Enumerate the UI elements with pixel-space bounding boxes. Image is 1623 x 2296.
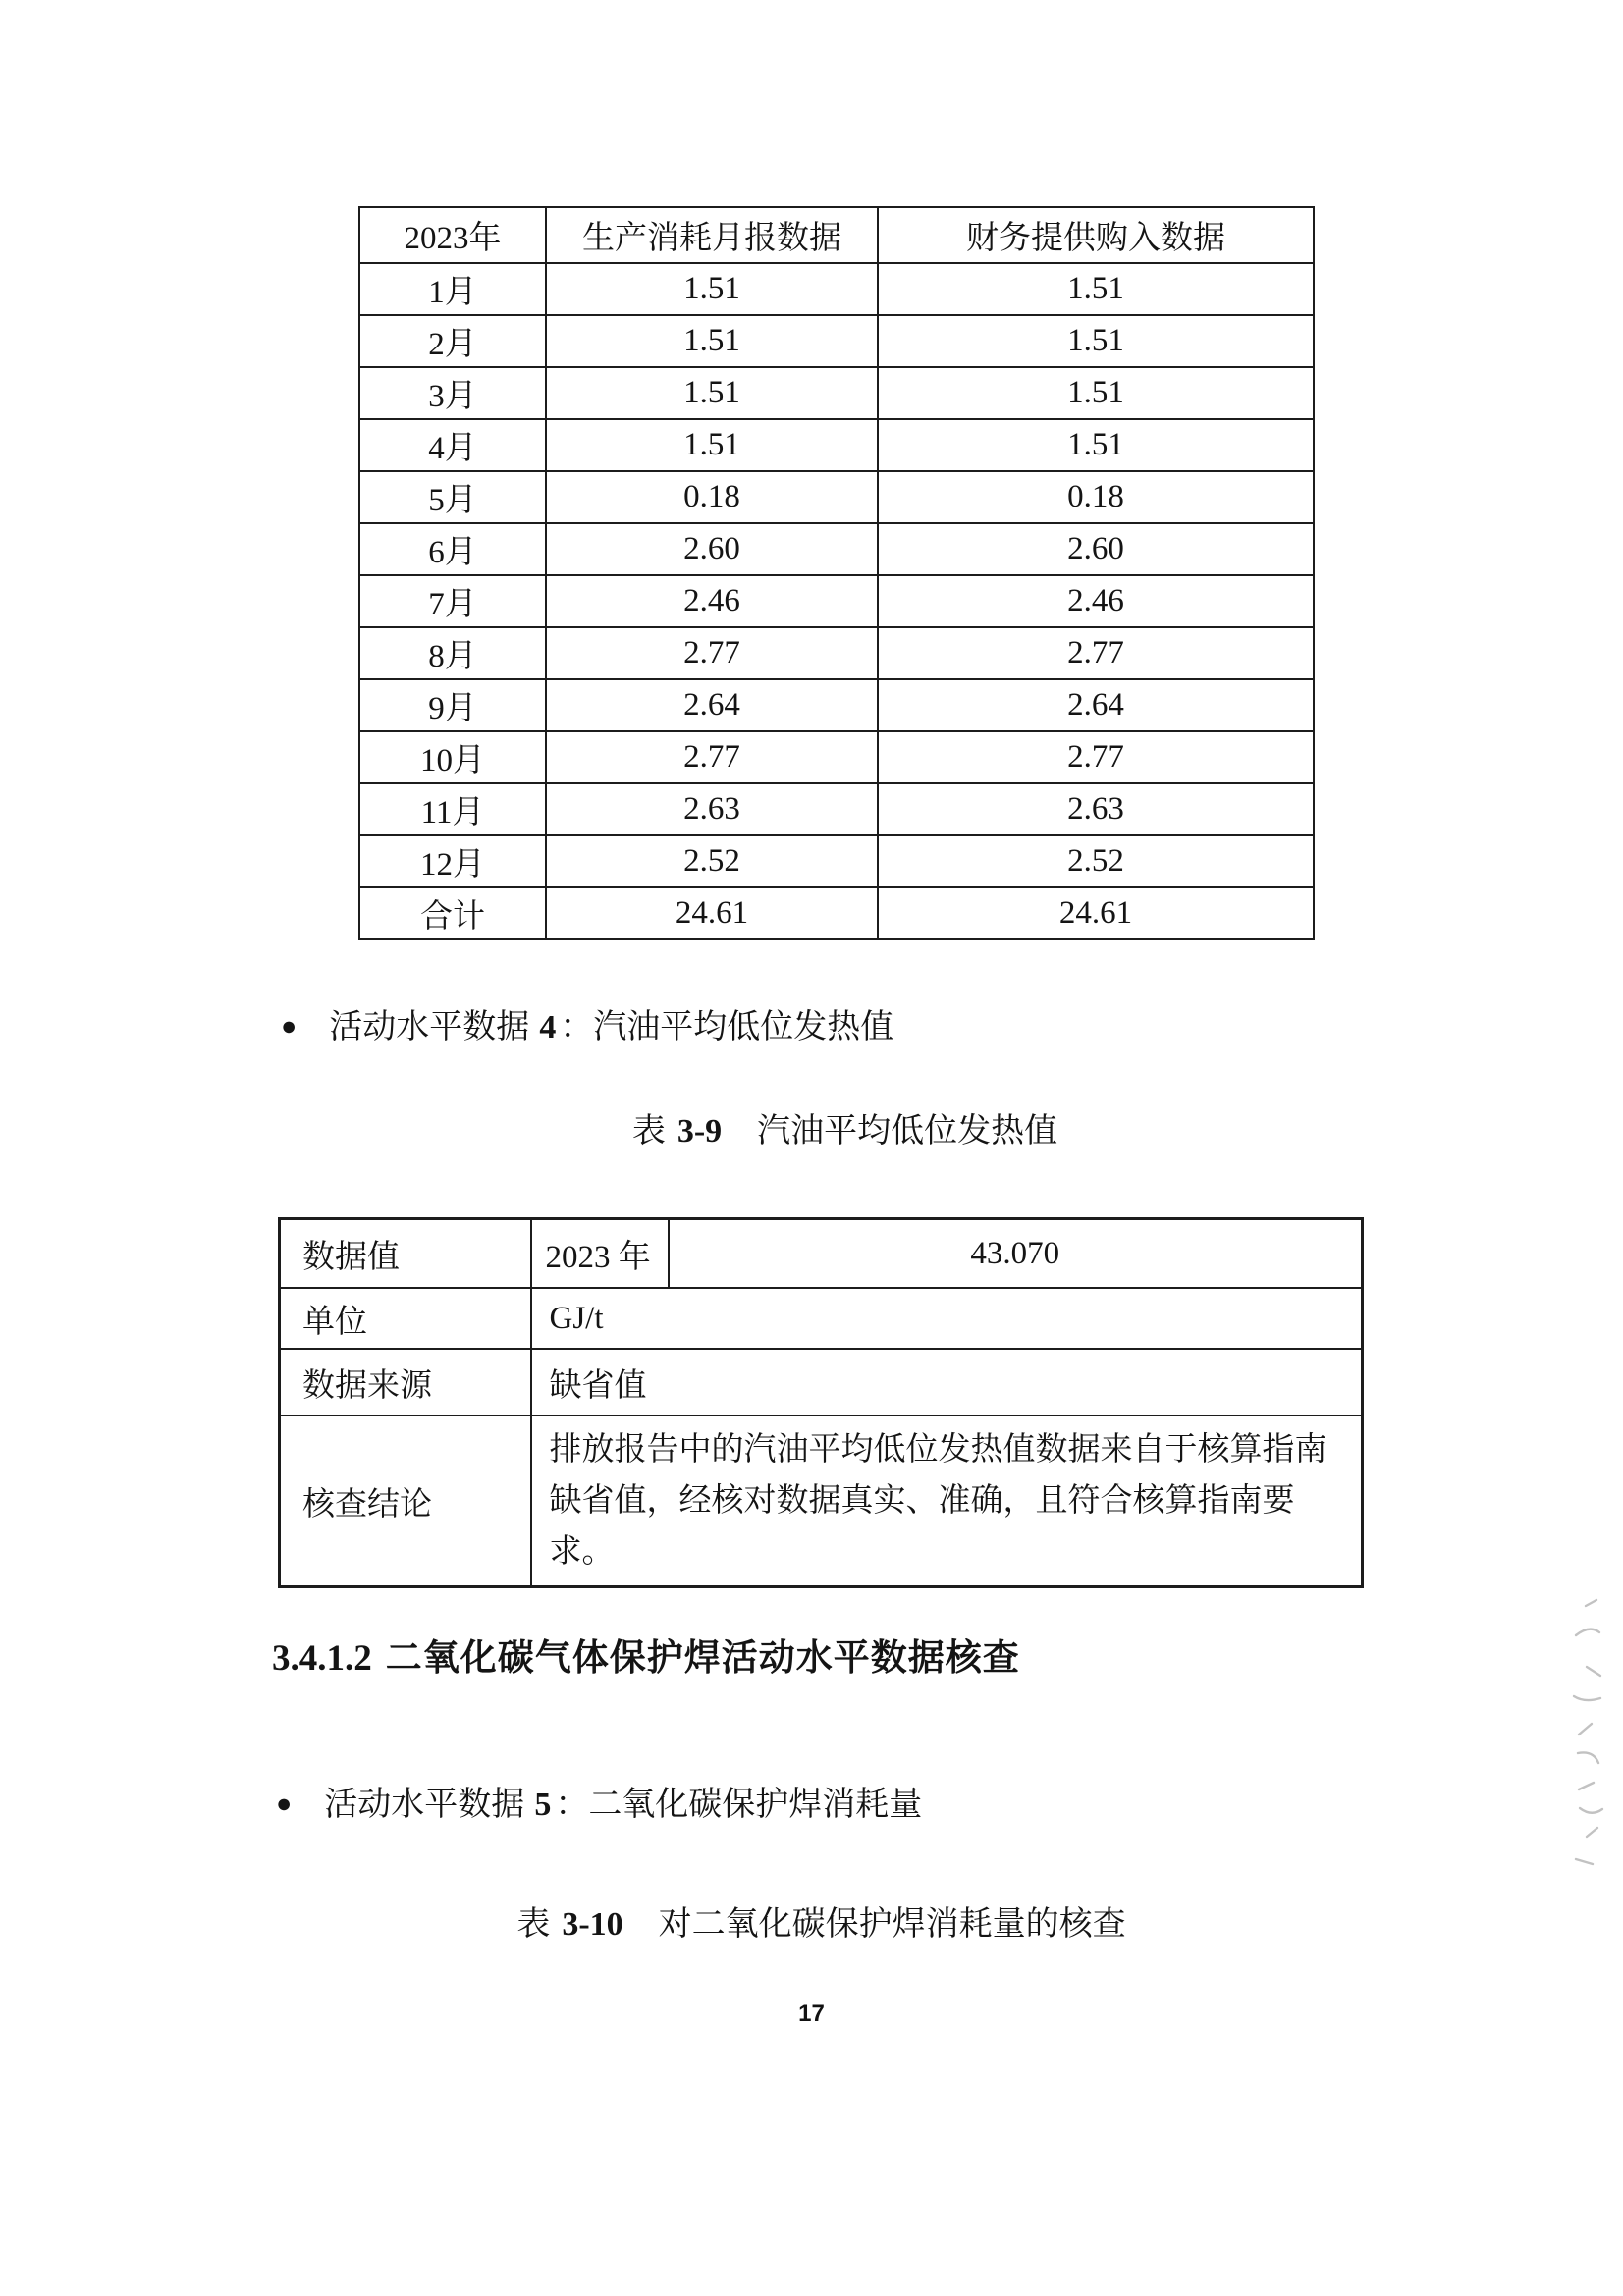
row-label: 单位 [280, 1288, 531, 1349]
table-cell: 2.64 [546, 679, 878, 731]
table-cell: 7月 [359, 575, 546, 627]
production-report-column-header: 生产消耗月报数据 [546, 207, 878, 263]
table-cell: 2.52 [878, 835, 1314, 887]
bullet-icon: ● [281, 1011, 298, 1041]
section-heading [272, 1628, 1020, 1681]
table-cell: 1月 [359, 263, 546, 315]
monthly-table-body [359, 263, 1314, 939]
value-cell: GJ/t [531, 1288, 1363, 1349]
year-cell: 2023 年 [531, 1219, 669, 1289]
faint-ink-marks-icon [1556, 1598, 1615, 1883]
table-cell: 1.51 [546, 263, 878, 315]
table-cell: 5月 [359, 471, 546, 523]
bullet1-label: 活动水平数据 4 ：汽油平均低位发热值 [329, 1009, 894, 1045]
bullet-icon: ● [276, 1789, 293, 1818]
table-cell: 0.18 [546, 471, 878, 523]
table-3-10-caption [0, 1896, 1623, 1945]
table-cell: 2.64 [878, 679, 1314, 731]
table-cell: 合计 [359, 887, 546, 939]
table-row [359, 315, 1314, 367]
table-cell: 2.52 [546, 835, 878, 887]
table-cell: 3月 [359, 367, 546, 419]
table-cell: 6月 [359, 523, 546, 575]
table-row [359, 679, 1314, 731]
table-row [359, 835, 1314, 887]
table-cell: 1.51 [878, 315, 1314, 367]
table-cell: 9月 [359, 679, 546, 731]
table-row [359, 263, 1314, 315]
table-cell: 2.77 [546, 731, 878, 783]
table-row [359, 627, 1314, 679]
monthly-consumption-table [358, 206, 1315, 940]
table-header-row [359, 207, 1314, 263]
table-row [280, 1288, 1363, 1349]
section-number: 3.4.1.2 [272, 1638, 372, 1679]
table-cell: 1.51 [546, 419, 878, 471]
table-cell: 0.18 [878, 471, 1314, 523]
table-cell: 2.77 [878, 731, 1314, 783]
heating-value-table [278, 1217, 1364, 1588]
value-cell: 43.070 [669, 1219, 1363, 1289]
table-row [359, 731, 1314, 783]
finance-purchase-column-header: 财务提供购入数据 [878, 207, 1314, 263]
table-cell: 4月 [359, 419, 546, 471]
table-row [359, 575, 1314, 627]
table-row [280, 1219, 1363, 1289]
section-title: 二氧化碳气体保护焊活动水平数据核查 [385, 1638, 1020, 1679]
caption-number: 3-9 [676, 1113, 723, 1149]
table-cell: 1.51 [878, 367, 1314, 419]
table-cell: 11月 [359, 783, 546, 835]
row-label: 数据来源 [280, 1349, 531, 1415]
conclusion-cell: 排放报告中的汽油平均低位发热值数据来自于核算指南缺省值，经核对数据真实、准确，且符合核算指南要求。 [531, 1415, 1363, 1587]
table-row [359, 523, 1314, 575]
table-cell: 12月 [359, 835, 546, 887]
value-cell: 缺省值 [531, 1349, 1363, 1415]
year-column-header: 2023年 [359, 207, 546, 263]
table-cell: 2.77 [878, 627, 1314, 679]
table-cell: 2.46 [878, 575, 1314, 627]
table-row [359, 887, 1314, 939]
table-cell: 2.63 [546, 783, 878, 835]
table-row [359, 471, 1314, 523]
table-cell: 2.60 [546, 523, 878, 575]
caption-title: 对二氧化碳保护焊消耗量的核查 [658, 1906, 1126, 1943]
activity-data-5-bullet-line [276, 1777, 922, 1825]
table-cell: 1.51 [878, 263, 1314, 315]
table-row [359, 367, 1314, 419]
table-cell: 1.51 [878, 419, 1314, 471]
row-label: 核查结论 [280, 1415, 531, 1587]
table-3-9-caption [0, 1103, 1623, 1151]
table-row [280, 1415, 1363, 1587]
table-cell: 2.60 [878, 523, 1314, 575]
table-cell: 24.61 [878, 887, 1314, 939]
table-cell: 8月 [359, 627, 546, 679]
table-cell: 2月 [359, 315, 546, 367]
table-cell: 2.63 [878, 783, 1314, 835]
table-cell: 2.77 [546, 627, 878, 679]
caption-prefix: 表 [631, 1113, 666, 1149]
page-number: 17 [798, 2001, 825, 2027]
caption-prefix: 表 [516, 1906, 551, 1943]
table-row [280, 1349, 1363, 1415]
table-cell: 24.61 [546, 887, 878, 939]
activity-data-4-bullet-line [281, 999, 893, 1047]
table-row [359, 419, 1314, 471]
caption-title: 汽油平均低位发热值 [757, 1113, 1058, 1149]
table-row [359, 783, 1314, 835]
table-cell: 2.46 [546, 575, 878, 627]
caption-number: 3-10 [562, 1906, 623, 1943]
bullet2-label: 活动水平数据 5 ：二氧化碳保护焊消耗量 [324, 1787, 923, 1823]
table-cell: 1.51 [546, 367, 878, 419]
table-cell: 1.51 [546, 315, 878, 367]
row-label: 数据值 [280, 1219, 531, 1289]
table-cell: 10月 [359, 731, 546, 783]
